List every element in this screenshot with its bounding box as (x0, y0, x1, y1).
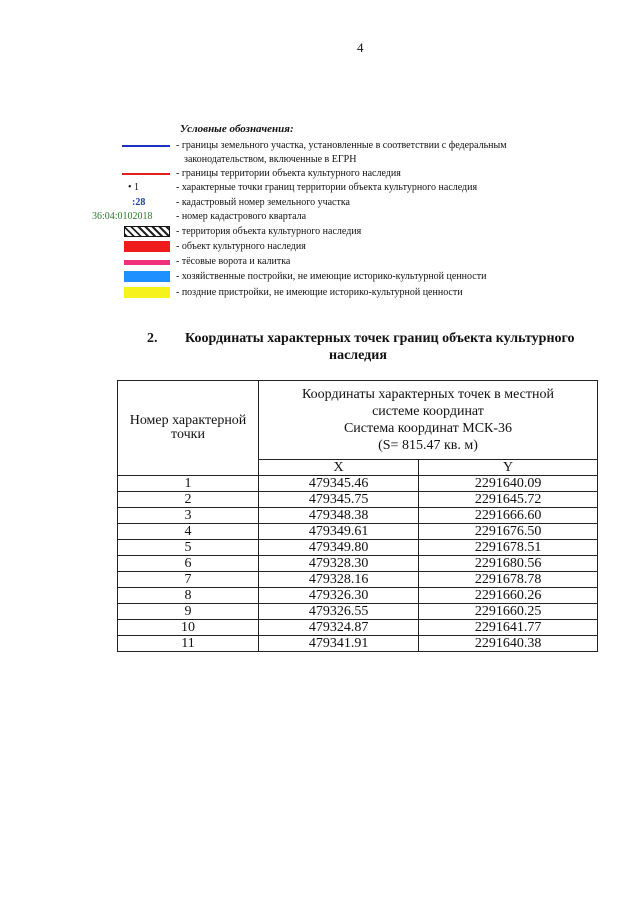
blue-swatch-icon (124, 271, 170, 282)
y-coordinate-cell: 2291678.78 (419, 572, 598, 588)
y-coordinate-cell: 2291645.72 (419, 492, 598, 508)
cadastral-quarter-sample: 36:04:0102018 (92, 211, 153, 222)
x-coordinate-cell: 479349.80 (259, 540, 419, 556)
y-coordinate-cell: 2291641.77 (419, 620, 598, 636)
red-swatch-icon (124, 241, 170, 252)
blue-line-icon (122, 145, 170, 147)
header-point-number: Номер характерной точки (118, 381, 259, 476)
header-x: X (259, 460, 419, 476)
legend-item-label: - границы территории объекта культурного наследия (176, 168, 401, 179)
header-coordinates-line-4: (S= 815.47 кв. м) (378, 438, 478, 453)
legend-item-cadastral-number (0, 196, 640, 210)
legend-item-label: - территория объекта культурного наследия (176, 226, 362, 237)
table-row (118, 508, 598, 524)
point-number-cell: 10 (118, 620, 259, 636)
legend-item-heritage-territory (0, 225, 640, 239)
coordinates-table (117, 380, 598, 652)
x-coordinate-cell: 479345.75 (259, 492, 419, 508)
legend-item-label: - характерные точки границ территории объекта культурного наследия (176, 182, 478, 193)
point-number-cell: 3 (118, 508, 259, 524)
legend-item-label: - хозяйственные постройки, не имеющие историко-культурной ценности (176, 271, 487, 282)
point-number-cell: 2 (118, 492, 259, 508)
section-number: 2. (147, 331, 158, 346)
point-number-cell: 5 (118, 540, 259, 556)
header-coordinates-line-2: системе координат (372, 404, 484, 419)
table-row (118, 540, 598, 556)
red-line-icon (122, 173, 170, 175)
x-coordinate-cell: 479349.61 (259, 524, 419, 540)
x-coordinate-cell: 479348.38 (259, 508, 419, 524)
x-coordinate-cell: 479326.30 (259, 588, 419, 604)
legend-item-label: - границы земельного участка, установленные в соответствии с федеральным (176, 140, 507, 151)
legend-item-label: - номер кадастрового квартала (176, 211, 307, 222)
y-coordinate-cell: 2291666.60 (419, 508, 598, 524)
table-row (118, 572, 598, 588)
coordinates-table-body (118, 476, 598, 652)
table-row (118, 636, 598, 652)
table-header-row (118, 381, 598, 460)
x-coordinate-cell: 479328.30 (259, 556, 419, 572)
point-number-cell: 8 (118, 588, 259, 604)
legend-item-cadastral-quarter (0, 210, 640, 224)
legend-item-label: - тёсовые ворота и калитка (176, 256, 291, 267)
point-number-cell: 9 (118, 604, 259, 620)
header-coordinates-line-3: Система координат МСК-36 (343, 421, 513, 436)
point-number-cell: 6 (118, 556, 259, 572)
table-row (118, 492, 598, 508)
legend-item-label: - объект культурного наследия (176, 241, 306, 252)
legend-item-gates (0, 255, 640, 269)
y-coordinate-cell: 2291660.26 (419, 588, 598, 604)
point-number-cell: 1 (118, 476, 259, 492)
pink-line-icon (124, 260, 170, 265)
legend-item-outbuildings (0, 270, 640, 284)
legend-item-heritage-object (0, 240, 640, 254)
legend-item-heritage-boundary (0, 167, 640, 181)
y-coordinate-cell: 2291640.38 (419, 636, 598, 652)
x-coordinate-cell: 479341.91 (259, 636, 419, 652)
legend-item-land-boundary (0, 139, 640, 153)
cadastral-number-sample: :28 (132, 197, 146, 208)
section-title-line-1: Координаты характерных точек границ объекта культурного (185, 331, 575, 346)
legend-item-label: - кадастровый номер земельного участка (176, 197, 350, 208)
x-coordinate-cell: 479326.55 (259, 604, 419, 620)
legend-item-label: законодательством, включенные в ЕГРН (184, 154, 357, 165)
table-row (118, 604, 598, 620)
y-coordinate-cell: 2291660.25 (419, 604, 598, 620)
header-coordinates-line-1: Координаты характерных точек в местной (301, 387, 554, 402)
section-title-line-2: наследия (329, 348, 387, 363)
x-coordinate-cell: 479345.46 (259, 476, 419, 492)
legend-item-late-extensions (0, 286, 640, 300)
header-y: Y (419, 460, 598, 476)
table-row (118, 620, 598, 636)
x-coordinate-cell: 479324.87 (259, 620, 419, 636)
yellow-swatch-icon (124, 287, 170, 298)
page-number: 4 (357, 40, 364, 55)
y-coordinate-cell: 2291676.50 (419, 524, 598, 540)
legend-item-land-boundary-cont (0, 153, 640, 167)
y-coordinate-cell: 2291680.56 (419, 556, 598, 572)
table-row (118, 476, 598, 492)
legend-title: Условные обозначения: (180, 123, 294, 135)
point-number-cell: 7 (118, 572, 259, 588)
x-coordinate-cell: 479328.16 (259, 572, 419, 588)
point-number-cell: 11 (118, 636, 259, 652)
y-coordinate-cell: 2291640.09 (419, 476, 598, 492)
y-coordinate-cell: 2291678.51 (419, 540, 598, 556)
table-row (118, 556, 598, 572)
point-number-cell: 4 (118, 524, 259, 540)
legend-item-label: - поздние пристройки, не имеющие историко-культурной ценности (176, 287, 463, 298)
header-coordinates (259, 381, 598, 460)
legend-item-points (0, 181, 640, 195)
table-row (118, 524, 598, 540)
table-row (118, 588, 598, 604)
hatch-pattern-icon (124, 226, 170, 237)
point-marker-icon: • 1 (128, 182, 140, 193)
